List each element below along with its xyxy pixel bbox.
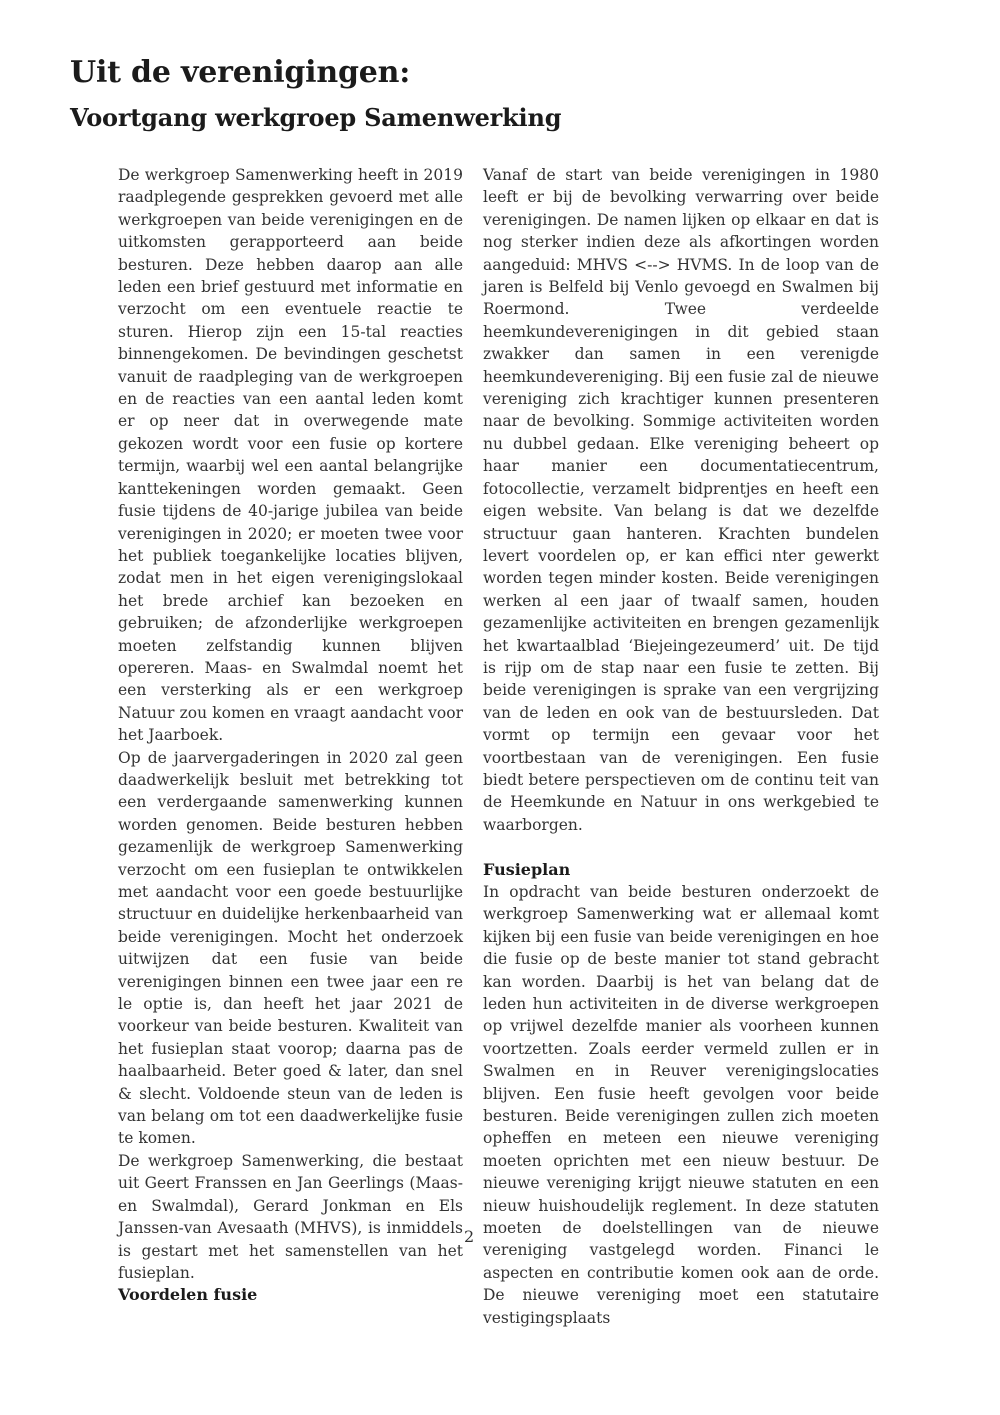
- body-paragraph: In opdracht van beide besturen onderzoekt de werkgroep Samenwerking wat er allemaal komt kijken bij een fusie van beide verenigingen en hoe die fusie op de beste manier tot stand gebracht kan worden. Daarbij is het van belang dat de leden hun activiteiten in de diverse werkgroepen op vrijwel dezelfde manier als voorheen kunnen voortzetten. Zoals eerder vermeld zullen er in Swalmen en in Reuver verenigingslocaties blijven. Een fusie heeft gevolgen voor beide besturen. Beide verenigingen zullen zich moeten opheffen en meteen een nieuwe vereniging moeten oprichten met een nieuw bestuur. De nieuwe vereniging krijgt nieuwe statuten en een nieuw huishoudelijk reglement. In deze statuten moeten de doelstellingen van de nieuwe vereniging vastgelegd worden. Financi le aspecten en contributie komen ook aan de orde. De nieuwe vereniging moet een statutaire vestigingsplaats: [483, 882, 879, 1327]
- article-title: Voortgang werkgroep Samenwerking: [70, 103, 562, 132]
- body-paragraph: De werkgroep Samenwerking heeft in 2019 raadplegende gesprekken gevoerd met alle werkgroepen van beide verenigingen en de uitkomsten gerapporteerd aan beide besturen. Deze hebben daarop aan alle leden een brief gestuurd met informatie en verzocht om een eventuele reactie te sturen. Hierop zijn een 15-tal reacties binnengekomen. De bevindingen geschetst vanuit de raadpleging van de werkgroepen en de reacties van een aantal leden komt er op neer dat in overwegende mate gekozen wordt voor een fusie op kortere termijn, waarbij wel een aantal belangrijke kanttekeningen worden gemaakt. Geen fusie tijdens de 40-jarige jubilea van beide verenigingen in 2020; er moeten twee voor het publiek toegankelijke locaties blijven, zodat men in het eigen verenigingslokaal het brede archief kan bezoeken en gebruiken; de afzonderlijke werkgroepen moeten zelfstandig kunnen blijven opereren. Maas- en Swalmdal noemt het een versterking als er een werkgroep Natuur zou komen en vraagt aandacht voor het Jaarboek.: [118, 166, 463, 745]
- section-heading-voordelen-fusie: Voordelen fusie: [118, 1285, 258, 1305]
- page-title: Uit de verenigingen:: [70, 55, 411, 90]
- body-paragraph: Op de jaarvergaderingen in 2020 zal geen daadwerkelijk besluit met betrekking tot een verdergaande samenwerking kunnen worden genomen. Beide besturen hebben gezamenlijk de werkgroep Samenwerking verzocht om een fusieplan te ontwikkelen met aandacht voor een goede bestuurlijke structuur en duidelijke herkenbaarheid van beide verenigingen. Mocht het onderzoek uitwijzen dat een fusie van beide verenigingen binnen een twee jaar een re le optie is, dan heeft het jaar 2021 de voorkeur van beide besturen. Kwaliteit van het fusieplan staat voorop; daarna pas de haalbaarheid. Beter goed & later, dan snel & slecht. Voldoende steun van de leden is van belang om tot een daadwerkelijke fusie te komen.: [118, 748, 463, 1148]
- page-header: [70, 56, 930, 132]
- page-number: 2: [464, 1227, 475, 1246]
- right-column: [483, 164, 879, 1329]
- body-paragraph: Vanaf de start van beide verenigingen in 1980 leeft er bij de bevolking verwarring over beide verenigingen. De namen lijken op elkaar en dat is nog sterker indien deze als afkortingen worden aangeduid: MHVS <--> HVMS. In de loop van de jaren is Belfeld bij Venlo gevoegd en Swalmen bij Roermond. Twee verdeelde heemkundeverenigingen in dit gebied staan zwakker dan samen in een verenigde heemkundevereniging. Bij een fusie zal de nieuwe vereniging zich krachtiger kunnen presenteren naar de bevolking. Sommige activiteiten worden nu dubbel gedaan. Elke vereniging beheert op haar manier een documentatiecentrum, fotocollectie, verzamelt bidprentjes en heeft een eigen website. Van belang is dat we dezelfde structuur gaan hanteren. Krachten bundelen levert voordelen op, er kan effici nter gewerkt worden tegen minder kosten. Beide verenigingen werken al een jaar of twaalf samen, houden gezamenlijke activiteiten en brengen gezamenlijk het kwartaalblad ‘Biejeingezeumerd’ uit. De tijd is rijp om de stap naar een fusie te zetten. Bij beide verenigingen is sprake van een vergrijzing van de leden en ook van de bestuursleden. Dat vormt op termijn een gevaar voor het voortbestaan van de verenigingen. Een fusie biedt betere perspectieven om de continu teit van de Heemkunde en Natuur in ons werkgebied te waarborgen.: [483, 166, 879, 834]
- body-paragraph: De werkgroep Samenwerking, die bestaat uit Geert Franssen en Jan Geerlings (Maas- en Swalmdal), Gerard Jonkman en Els Janssen-van Avesaath (MHVS), is inmiddels is gestart met het samenstellen van het fusieplan.: [118, 1151, 463, 1282]
- text-columns: [118, 164, 879, 1329]
- left-column: [118, 164, 463, 1307]
- section-heading-fusieplan: Fusieplan: [483, 859, 571, 879]
